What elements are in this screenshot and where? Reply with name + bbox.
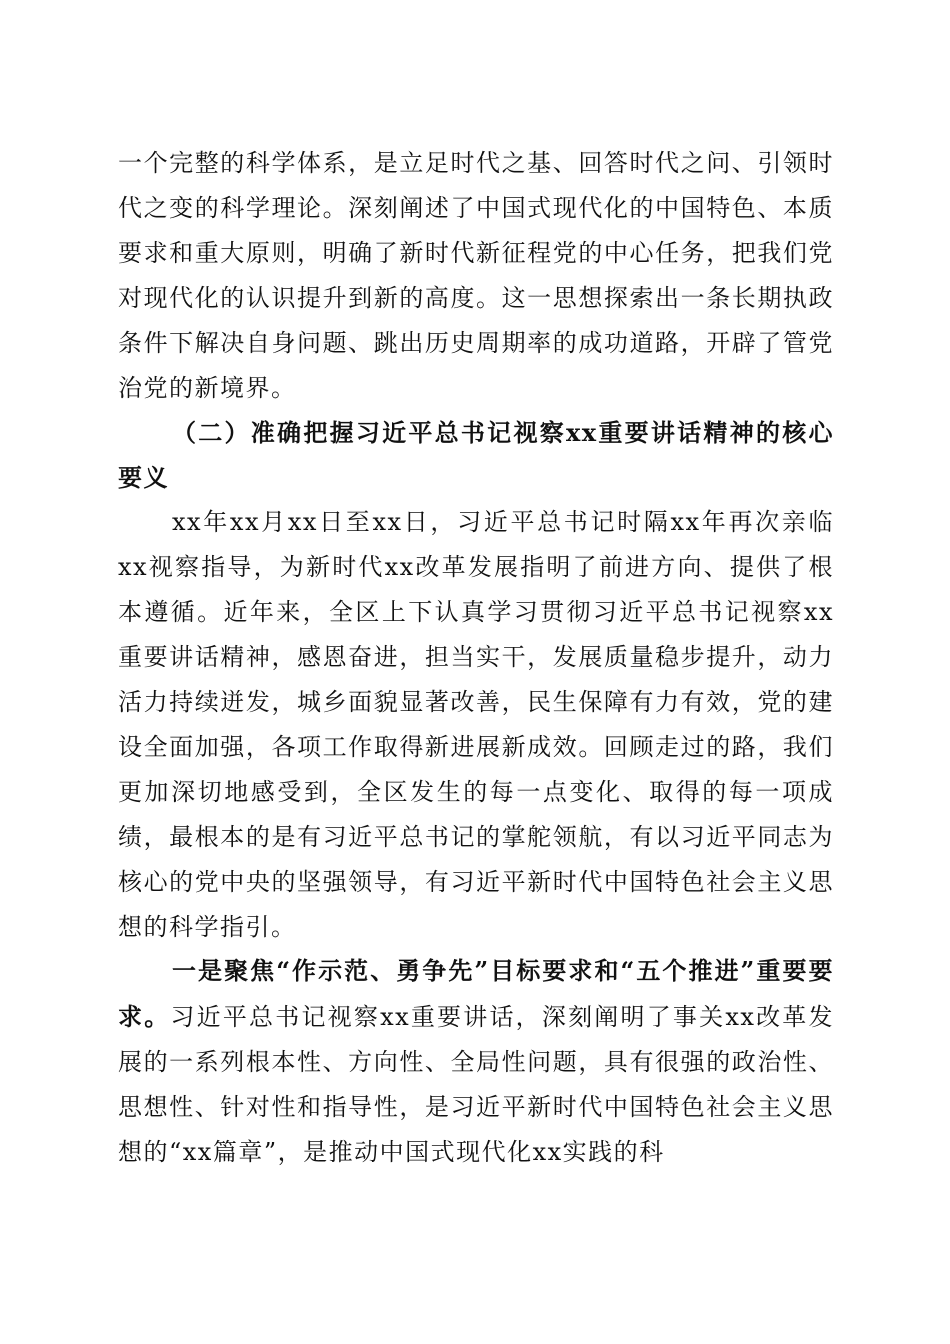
- body-paragraph-2: xx年xx月xx日至xx日，习近平总书记时隔xx年再次亲临xx视察指导，为新时代xx改革发展指明了前进方向、提供了根本遵循。近年来，全区上下认真学习贯彻习近平总书记视察xx重要讲话精神，感恩奋进，担当实干，发展质量稳步提升，动力活力持续迸发，城乡面貌显著改善，民生保障有力有效，党的建设全面加强，各项工作取得新进展新成效。回顾走过的路，我们更加深切地感受到，全区发生的每一点变化、取得的每一项成绩，最根本的是有习近平总书记的掌舵领航，有以习近平同志为核心的党中央的坚强领导，有习近平新时代中国特色社会主义思想的科学指引。: [118, 508, 834, 941]
- paragraph-lead-sentence: 一是聚焦“作示范、勇争先”目标要求和“五个推进”重要要求。: [118, 956, 834, 1031]
- paragraph-body-text: 习近平总书记视察xx重要讲话，深刻阐明了事关xx改革发展的一系列根本性、方向性、全局性问题，具有很强的政治性、思想性、针对性和指导性，是习近平新时代中国特色社会主义思想的“xx篇章”，是推动中国式现代化xx实践的科: [118, 1003, 835, 1166]
- section-heading: （二）准确把握习近平总书记视察xx重要讲话精神的核心要义: [118, 418, 834, 492]
- paragraph-block-3: [118, 948, 834, 1175]
- paragraph-continuation: [118, 141, 834, 411]
- body-paragraph-3: [118, 948, 834, 1175]
- section-heading-block: [118, 410, 834, 500]
- paragraph-block-2: [118, 500, 834, 950]
- body-paragraph-1: 一个完整的科学体系，是立足时代之基、回答时代之问、引领时代之变的科学理论。深刻阐述了中国式现代化的中国特色、本质要求和重大原则，明确了新时代新征程党的中心任务，把我们党对现代化的认识提升到新的高度。这一思想探索出一条长期执政条件下解决自身问题、跳出历史周期率的成功道路，开辟了管党治党的新境界。: [118, 149, 834, 402]
